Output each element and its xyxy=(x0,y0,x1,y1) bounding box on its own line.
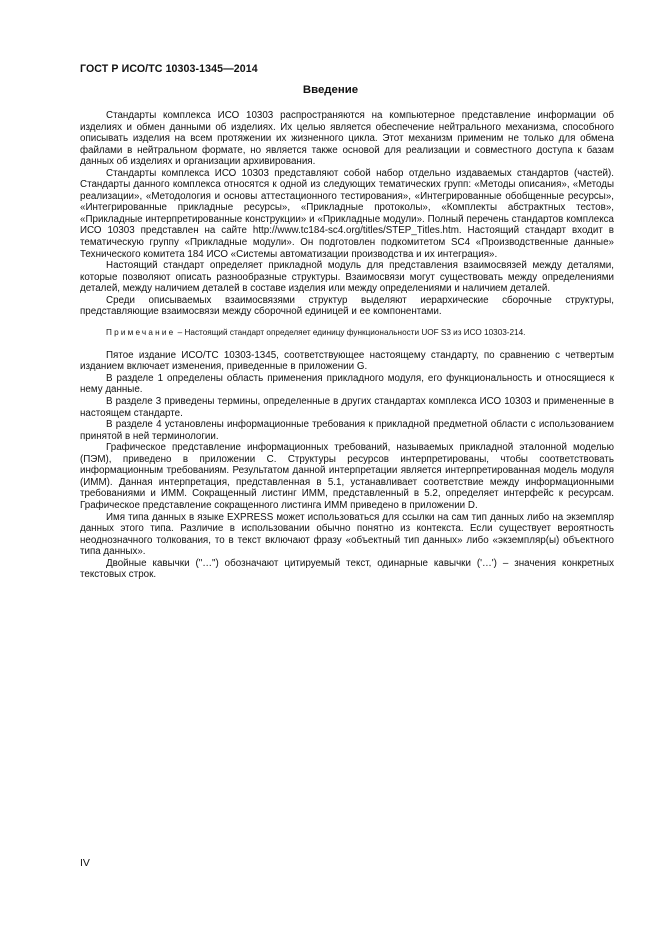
document-header: ГОСТ Р ИСО/ТС 10303-1345—2014 xyxy=(80,63,258,75)
note-text: – Настоящий стандарт определяет единицу функциональности UOF S3 из ИСО 10303-214. xyxy=(175,327,526,337)
body-text xyxy=(80,110,614,581)
paragraph: Настоящий стандарт определяет прикладной модуль для представления взаимосвязей между деталями, которые позволяют описать разнообразные структуры. Взаимосвязи могут существовать между определениями деталей, между наличием деталей в составе изделия или между определениями и наличием деталей. xyxy=(80,260,614,295)
paragraph: Графическое представление информационных требований, называемых прикладной эталонной моделью (ПЭМ), приведено в приложении C. Структуры ресурсов интерпретированы, чтобы соответствовать информационным требованиям. Результатом данной интерпретации является интерпретированная модель модуля (ИММ). Данная интерпретация, представленная в 5.1, устанавливает соответствие между информационными требованиями и ИММ. Сокращенный листинг ИММ, представленный в 5.2, определяет интерфейс к ресурсам. Графическое представление сокращенного листинга ИММ приведено в приложении D. xyxy=(80,442,614,511)
section-title: Введение xyxy=(302,84,359,96)
paragraph: Пятое издание ИСО/ТС 10303-1345, соответствующее настоящему стандарту, по сравнению с четвертым изданием включает изменения, приведенные в приложении G. xyxy=(80,349,614,373)
paragraph: Двойные кавычки ("…") обозначают цитируемый текст, одинарные кавычки ('…') – значения конкретных текстовых строк. xyxy=(80,557,614,581)
paragraph: В разделе 4 установлены информационные требования к прикладной предметной области с использованием принятой в ней терминологии. xyxy=(80,419,614,442)
paragraph: В разделе 1 определены область применения прикладного модуля, его функциональность и относящиеся к нему данные. xyxy=(80,372,614,396)
paragraph: Стандарты комплекса ИСО 10303 представляют собой набор отдельно издаваемых стандартов (частей). Стандарты данного комплекса относятся к одной из следующих тематических групп: «Методы описания», «Методы реализации», «Методология и основы аттестационного тестирования», «Интегрированные обобщенные ресурсы», «Интегрированные прикладные ресурсы», «Прикладные протоколы», «Комплекты абстрактных тестов», «Прикладные интерпретированные конструкции» и «Прикладные модули». Полный перечень стандартов комплекса ИСО 10303 представлен на сайте http://www.tc184-sc4.org/titles/STEP_Titles.htm. Настоящий стандарт входит в тематическую группу «Прикладные модули». Он подготовлен подкомитетом SC4 «Производственные данные» Технического комитета 184 ИСО «Системы автоматизации производства и их интеграция». xyxy=(80,167,614,260)
note xyxy=(80,328,614,338)
paragraph: Стандарты комплекса ИСО 10303 распространяются на компьютерное представление информации об изделиях и обмен данными об изделиях. Их целью является обеспечение нейтрального механизма, способного описывать изделия на всем протяжении их жизненного цикла. Этот механизм применим не только для обмена файлами в нейтральном формате, но является также основой для реализации и совместного доступа к базам данных об изделиях и организации архивирования. xyxy=(80,110,614,168)
paragraph: Среди описываемых взаимосвязями структур выделяют иерархические сборочные структуры, представляющие взаимосвязи между сборочной единицей и ее компонентами. xyxy=(80,294,614,318)
page-number: IV xyxy=(80,857,90,869)
paragraph: Имя типа данных в языке EXPRESS может использоваться для ссылки на сам тип данных либо на экземпляр данных этого типа. Различие в использовании обычно понятно из контекста. Если существует вероятность неоднозначного толкования, то в текст включают фразу «объектный тип данных» либо «экземпляр(ы) объектного типа данных». xyxy=(80,511,614,558)
paragraph: В разделе 3 приведены термины, определенные в других стандартах комплекса ИСО 10303 и примененные в настоящем стандарте. xyxy=(80,396,614,419)
note-label: Примечание xyxy=(106,327,176,337)
